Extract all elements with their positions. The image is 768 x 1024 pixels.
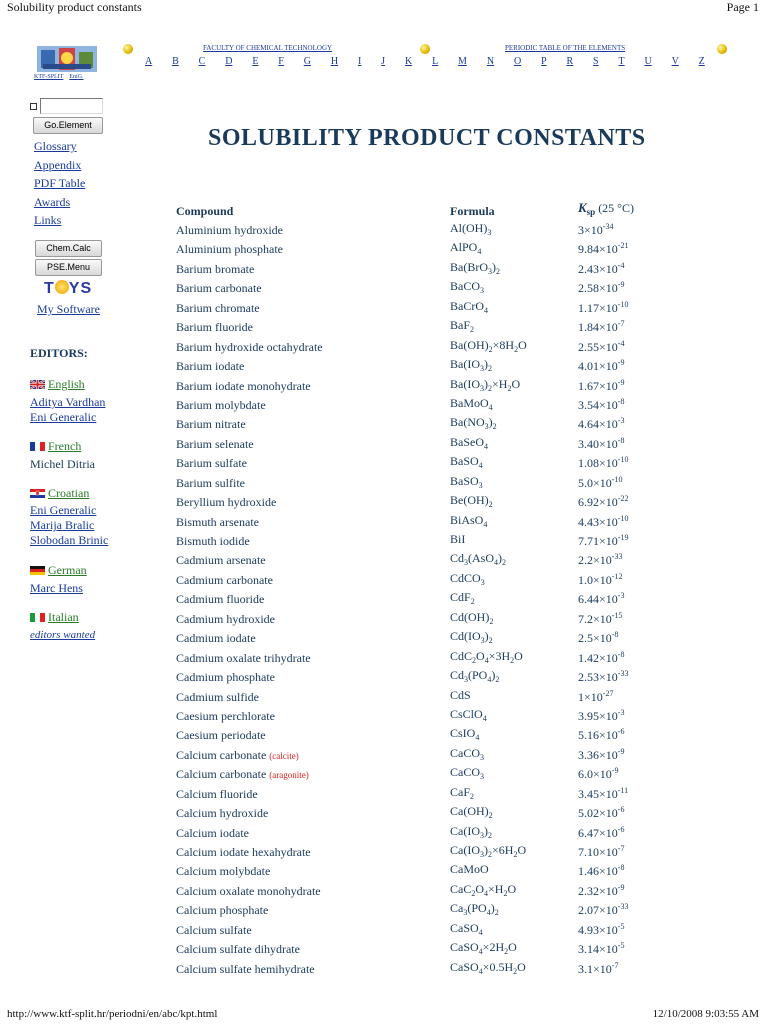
compound-name-text: Barium sulfate bbox=[176, 456, 247, 471]
editor-link[interactable]: Slobodan Brinic bbox=[30, 533, 109, 547]
table-row bbox=[0, 514, 768, 533]
ksp-header bbox=[578, 200, 634, 216]
compound-name-text: Cadmium phosphate bbox=[176, 670, 275, 685]
letter-link-s[interactable]: S bbox=[593, 56, 599, 67]
compound-name-text: Calcium hydroxide bbox=[176, 806, 269, 821]
compound-name-text: Calcium carbonate bbox=[176, 747, 267, 762]
ksp-value: $1.67\times 10^{-9}$ bbox=[578, 377, 625, 393]
compound-name-text: Bismuth iodide bbox=[176, 534, 250, 548]
ksp-value: $1.42\times 10^{-8}$ bbox=[578, 649, 625, 665]
compound-name bbox=[176, 242, 283, 257]
compound-header: Compound bbox=[176, 204, 234, 218]
compound-name bbox=[176, 320, 253, 335]
table-row bbox=[0, 902, 768, 921]
my-software-link[interactable]: My Software bbox=[37, 302, 100, 316]
bullet-icon bbox=[123, 44, 133, 54]
table-row bbox=[0, 941, 768, 960]
footer-url: http://www.ktf-split.hr/periodni/en/abc/kpt.html bbox=[7, 1008, 218, 1020]
ksp-value: $2.2\times 10^{-33}$ bbox=[578, 552, 623, 568]
chemical-formula: BaSeO$_4$ bbox=[450, 434, 488, 451]
compound-name bbox=[176, 417, 246, 432]
letter-link-z[interactable]: Z bbox=[698, 56, 705, 67]
ksp-value: $1.46\times 10^{-8}$ bbox=[578, 863, 625, 879]
chemical-formula: $Ba(OH)_2\times 8H_2O$ bbox=[450, 337, 527, 354]
ksp-subscript: sp bbox=[586, 207, 596, 217]
chemical-formula: $Ba(BrO_3)_2$ bbox=[450, 259, 500, 276]
table-row bbox=[0, 358, 768, 377]
table-row bbox=[0, 786, 768, 805]
letter-link-k[interactable]: K bbox=[404, 56, 413, 67]
ksp-value: $2.07\times 10^{-33}$ bbox=[578, 902, 629, 918]
letter-link-o[interactable]: O bbox=[513, 56, 522, 67]
page-number: Page 1 bbox=[726, 0, 759, 14]
chemical-formula: BaF$_2$ bbox=[450, 318, 475, 335]
table-row bbox=[0, 572, 768, 591]
compound-name-text: Cadmium oxalate trihydrate bbox=[176, 650, 311, 665]
compound-name bbox=[176, 806, 268, 821]
toys-logo-t: T bbox=[44, 280, 55, 297]
alphabet-index bbox=[145, 56, 705, 67]
compound-name-text: Cadmium fluoride bbox=[176, 592, 265, 607]
chemical-formula: $Ba(IO_3)_2$ bbox=[450, 357, 492, 374]
table-row bbox=[0, 591, 768, 610]
compound-name bbox=[176, 398, 266, 413]
sidebar-link-appendix[interactable]: Appendix bbox=[34, 157, 82, 172]
chemical-formula: $Ba(IO_3)_2\times H_2O$ bbox=[450, 376, 521, 393]
ksp-temperature: (25 °C) bbox=[595, 201, 634, 215]
compound-name-text: Aluminium phosphate bbox=[176, 242, 283, 257]
table-row bbox=[0, 708, 768, 727]
compound-name bbox=[176, 340, 323, 355]
mineral-note: (aragonite) bbox=[269, 770, 309, 781]
chemical-formula: CsIO$_4$ bbox=[450, 726, 480, 743]
table-row bbox=[0, 844, 768, 863]
letter-link-l[interactable]: L bbox=[432, 56, 439, 67]
document-title: Solubility product constants bbox=[7, 0, 142, 14]
table-row bbox=[0, 261, 768, 280]
chemical-formula: BiI bbox=[450, 532, 466, 546]
letter-link-d[interactable]: D bbox=[225, 56, 233, 67]
mineral-note: (calcite) bbox=[269, 750, 299, 761]
letter-link-i[interactable]: I bbox=[357, 56, 362, 67]
ksp-table bbox=[0, 222, 768, 980]
ksp-value: $4.64\times 10^{-3}$ bbox=[578, 416, 625, 432]
french-link[interactable]: French bbox=[48, 439, 82, 453]
ksp-value: $9.84\times 10^{-21}$ bbox=[578, 241, 629, 257]
chemical-formula: $Cd(OH)_2$ bbox=[450, 609, 494, 626]
ksp-value: $6.92\times 10^{-22}$ bbox=[578, 494, 629, 510]
compound-name-text: Cadmium carbonate bbox=[176, 572, 273, 587]
chemical-formula: CdF$_2$ bbox=[450, 590, 475, 607]
ksp-value: $1.84\times 10^{-7}$ bbox=[578, 319, 625, 335]
editor-name: Michel Ditria bbox=[30, 457, 95, 471]
bullet-icon bbox=[420, 44, 430, 54]
compound-name bbox=[176, 728, 266, 743]
compound-name bbox=[176, 631, 256, 646]
compound-name bbox=[176, 903, 268, 918]
sidebar-link-glossary[interactable]: Glossary bbox=[34, 139, 77, 153]
sidebar-link-awards[interactable]: Awards bbox=[34, 194, 71, 209]
ksp-value: $6.0\times 10^{-9}$ bbox=[578, 766, 619, 782]
compound-name bbox=[176, 864, 270, 879]
compound-name-text: Aluminium hydroxide bbox=[176, 223, 283, 237]
letter-link-p[interactable]: P bbox=[541, 56, 547, 67]
sidebar-link-pdf-table[interactable]: PDF Table bbox=[34, 176, 86, 190]
compound-name bbox=[176, 379, 311, 394]
compound-name bbox=[176, 787, 258, 802]
enig-link[interactable]: EniG. bbox=[69, 74, 84, 80]
table-row bbox=[0, 883, 768, 902]
chemical-formula: AlPO$_4$ bbox=[450, 240, 482, 257]
ksp-value: $2.58\times 10^{-9}$ bbox=[578, 280, 625, 296]
ksp-value: $7.10\times 10^{-7}$ bbox=[578, 844, 625, 859]
german-link[interactable]: German bbox=[48, 563, 87, 577]
compound-name-text: Calcium sulfate hemihydrate bbox=[176, 961, 315, 976]
chemical-formula: CdCO$_3$ bbox=[450, 570, 485, 587]
compound-name-text: Barium sulfite bbox=[176, 475, 245, 490]
chemical-formula: CaCO$_3$ bbox=[450, 745, 484, 762]
compound-name-text: Beryllium hydroxide bbox=[176, 495, 277, 510]
chemical-formula: $CaSO_4\times 2H_2O$ bbox=[450, 940, 517, 957]
ksp-value: $5.0\times 10^{-10}$ bbox=[578, 474, 623, 490]
ksp-value: $3.1\times 10^{-7}$ bbox=[578, 960, 619, 976]
letter-link-c[interactable]: C bbox=[198, 56, 206, 67]
toys-logo-ys: YS bbox=[68, 280, 93, 297]
compound-name-text: Calcium sulfate dihydrate bbox=[176, 942, 300, 957]
table-row bbox=[0, 650, 768, 669]
table-row bbox=[0, 241, 768, 260]
compound-name bbox=[176, 962, 315, 977]
compound-name bbox=[176, 476, 245, 491]
table-row bbox=[0, 222, 768, 241]
compound-name-text: Calcium molybdate bbox=[176, 864, 271, 879]
table-row bbox=[0, 766, 768, 785]
sidebar-link-links[interactable]: Links bbox=[34, 213, 62, 227]
compound-name bbox=[176, 495, 276, 510]
compound-name bbox=[176, 651, 311, 666]
chemical-formula: CdS bbox=[450, 687, 471, 702]
element-search bbox=[30, 98, 104, 114]
chemical-formula: $Al(OH)_3$ bbox=[450, 221, 492, 237]
ksp-value: $6.44\times 10^{-3}$ bbox=[578, 591, 625, 607]
compound-name-text: Caesium periodate bbox=[176, 728, 266, 743]
chemical-formula: BaMoO$_4$ bbox=[450, 395, 493, 412]
compound-name bbox=[176, 592, 264, 607]
letter-link-r[interactable]: R bbox=[566, 56, 574, 67]
editor-link[interactable]: Eni Generalic bbox=[30, 503, 97, 517]
chemical-formula: $Ca(IO_3)_2$ bbox=[450, 823, 492, 840]
ksp-value: $2.43\times 10^{-4}$ bbox=[578, 260, 625, 276]
ksp-value: $2.55\times 10^{-4}$ bbox=[578, 338, 625, 354]
ksp-value: $5.16\times 10^{-6}$ bbox=[578, 727, 625, 743]
chemical-formula: BaCrO$_4$ bbox=[450, 298, 488, 315]
chemical-formula: $CaC_2O_4\times H_2O$ bbox=[450, 881, 517, 898]
compound-name-text: Barium bromate bbox=[176, 261, 255, 276]
table-row bbox=[0, 922, 768, 941]
go-element-button[interactable]: Go.Element bbox=[33, 117, 103, 134]
table-row bbox=[0, 533, 768, 552]
logo-caption bbox=[34, 74, 90, 80]
table-row bbox=[0, 397, 768, 416]
ksp-value: $1.08\times 10^{-10}$ bbox=[578, 455, 629, 471]
chem-calc-button[interactable]: Chem.Calc bbox=[35, 240, 102, 257]
compound-name-text: Barium chromate bbox=[176, 300, 260, 315]
sidebar-links bbox=[34, 137, 85, 230]
table-row bbox=[0, 416, 768, 435]
table-row bbox=[0, 319, 768, 338]
compound-name bbox=[176, 884, 321, 899]
ksp-value: $3.40\times 10^{-8}$ bbox=[578, 435, 625, 451]
compound-name-text: Calcium sulfate bbox=[176, 922, 252, 937]
bullet-icon bbox=[717, 44, 727, 54]
compound-name-text: Barium iodate monohydrate bbox=[176, 378, 311, 393]
compound-name-text: Calcium iodate hexahydrate bbox=[176, 845, 311, 859]
chemical-formula: CaF$_2$ bbox=[450, 784, 475, 801]
pse-menu-button[interactable]: PSE.Menu bbox=[35, 259, 102, 276]
periodic-table-link[interactable]: PERIODIC TABLE OF THE ELEMENTS bbox=[505, 44, 626, 52]
table-row bbox=[0, 863, 768, 882]
chemical-formula: BaCO$_3$ bbox=[450, 279, 484, 296]
compound-name-text: Cadmium hydroxide bbox=[176, 611, 275, 626]
chemical-formula: $Ba(NO_3)_2$ bbox=[450, 415, 497, 432]
compound-name-text: Cadmium iodate bbox=[176, 631, 256, 646]
ksp-value: $5.02\times 10^{-6}$ bbox=[578, 805, 625, 821]
table-row bbox=[0, 475, 768, 494]
letter-link-t[interactable]: T bbox=[618, 56, 625, 67]
ksp-value: $2.53\times 10^{-33}$ bbox=[578, 669, 629, 685]
ksp-value: $6.47\times 10^{-6}$ bbox=[578, 824, 625, 840]
table-row bbox=[0, 378, 768, 397]
compound-name bbox=[176, 748, 299, 763]
letter-link-a[interactable]: A bbox=[145, 56, 153, 67]
compound-name-text: Barium selenate bbox=[176, 436, 254, 451]
compound-name-text: Barium molybdate bbox=[176, 397, 266, 412]
table-row bbox=[0, 961, 768, 980]
compound-name bbox=[176, 942, 300, 957]
compound-name bbox=[176, 612, 275, 627]
letter-link-b[interactable]: B bbox=[172, 56, 179, 67]
ksp-value: $1.0\times 10^{-12}$ bbox=[578, 571, 623, 587]
formula-header: Formula bbox=[450, 204, 495, 218]
page-title: SOLUBILITY PRODUCT CONSTANTS bbox=[208, 125, 646, 151]
chemical-formula: $Ca_3(PO_4)_2$ bbox=[450, 901, 499, 918]
ksp-value: $2.5\times 10^{-8}$ bbox=[578, 630, 619, 646]
faculty-link[interactable]: FACULTY OF CHEMICAL TECHNOLOGY bbox=[203, 44, 333, 52]
compound-name bbox=[176, 437, 254, 452]
table-row bbox=[0, 825, 768, 844]
chemical-formula: $CaSO_4\times 0.5H_2O$ bbox=[450, 959, 526, 976]
table-row bbox=[0, 611, 768, 630]
compound-name-text: Calcium fluoride bbox=[176, 786, 258, 801]
chemical-formula: $Cd(IO_3)_2$ bbox=[450, 629, 493, 646]
letter-link-e[interactable]: E bbox=[252, 56, 259, 67]
table-row bbox=[0, 300, 768, 319]
compound-name bbox=[176, 709, 275, 724]
compound-name bbox=[176, 553, 266, 568]
ksp-value: $7.71\times 10^{-19}$ bbox=[578, 533, 629, 548]
italian-link[interactable]: Italian bbox=[48, 610, 79, 624]
search-checkbox[interactable] bbox=[30, 103, 37, 110]
letter-link-m[interactable]: M bbox=[458, 56, 467, 67]
compound-name bbox=[176, 690, 259, 705]
compound-name bbox=[176, 262, 254, 277]
chemical-formula: BaSO$_3$ bbox=[450, 473, 483, 490]
ktf-split-link[interactable]: KTF-SPLIT bbox=[34, 74, 64, 80]
table-row bbox=[0, 339, 768, 358]
editor-link[interactable]: Marc Hens bbox=[30, 581, 83, 595]
compound-name-text: Barium carbonate bbox=[176, 281, 262, 296]
letter-link-v[interactable]: V bbox=[671, 56, 679, 67]
compound-name bbox=[176, 456, 247, 471]
editor-link[interactable]: Eni Generalic bbox=[30, 410, 97, 424]
chemical-formula: $Be(OH)_2$ bbox=[450, 493, 493, 510]
ksp-value: $3\times 10^{-34}$ bbox=[578, 222, 614, 237]
croatian-link[interactable]: Croatian bbox=[48, 486, 90, 500]
ksp-value: $3.54\times 10^{-8}$ bbox=[578, 396, 625, 412]
compound-name bbox=[176, 767, 309, 782]
compound-name-text: Barium hydroxide octahydrate bbox=[176, 339, 323, 354]
table-row bbox=[0, 455, 768, 474]
chemical-formula: $Ca(OH)_2$ bbox=[450, 804, 493, 821]
compound-name bbox=[176, 534, 250, 549]
compound-name-text: Barium nitrate bbox=[176, 417, 246, 432]
editors-heading: EDITORS: bbox=[30, 346, 88, 360]
compound-name bbox=[176, 301, 260, 316]
ksp-value: $2.32\times 10^{-9}$ bbox=[578, 882, 625, 898]
chemical-formula: CaMoO bbox=[450, 862, 489, 877]
table-row bbox=[0, 494, 768, 513]
ksp-symbol: K bbox=[578, 200, 587, 215]
editor-link[interactable]: Aditya Vardhan bbox=[30, 395, 106, 409]
compound-name-text: Calcium phosphate bbox=[176, 903, 269, 918]
ksp-value: $3.95\times 10^{-3}$ bbox=[578, 707, 625, 723]
ksp-value: $4.43\times 10^{-10}$ bbox=[578, 513, 629, 529]
editor-link[interactable]: Marija Bralic bbox=[30, 518, 95, 532]
english-link[interactable]: English bbox=[48, 377, 85, 391]
table-row bbox=[0, 552, 768, 571]
compound-name-text: Cadmium sulfide bbox=[176, 689, 259, 704]
chemical-formula: $CdC_2O_4\times 3H_2O$ bbox=[450, 648, 523, 665]
editors-wanted-link[interactable]: editors wanted bbox=[30, 629, 96, 641]
compound-name-text: Caesium perchlorate bbox=[176, 708, 275, 723]
table-row bbox=[0, 805, 768, 824]
chemical-formula: CsClO$_4$ bbox=[450, 706, 487, 723]
ksp-value: $3.14\times 10^{-5}$ bbox=[578, 941, 625, 957]
letter-link-h[interactable]: H bbox=[330, 56, 339, 67]
ksp-value: $4.01\times 10^{-9}$ bbox=[578, 358, 625, 374]
ksp-value: $4.93\times 10^{-5}$ bbox=[578, 921, 625, 937]
table-row bbox=[0, 630, 768, 649]
compound-name-text: Bismuth arsenate bbox=[176, 514, 259, 529]
compound-name bbox=[176, 359, 244, 374]
compound-name bbox=[176, 826, 249, 841]
chemical-formula: BiAsO$_4$ bbox=[450, 512, 488, 529]
chemical-formula: $Cd_3(AsO_4)_2$ bbox=[450, 551, 507, 568]
compound-name bbox=[176, 923, 252, 938]
compound-name bbox=[176, 515, 259, 530]
chemical-formula: BaSO$_4$ bbox=[450, 454, 483, 471]
table-row bbox=[0, 727, 768, 746]
compound-name-text: Barium iodate bbox=[176, 359, 245, 374]
compound-name bbox=[176, 573, 273, 588]
table-row bbox=[0, 747, 768, 766]
chemical-formula: $Ca(IO_3)_2\times 6H_2O$ bbox=[450, 843, 527, 859]
chemical-formula: CaSO$_4$ bbox=[450, 920, 483, 937]
compound-name-text: Calcium oxalate monohydrate bbox=[176, 883, 321, 898]
letter-link-f[interactable]: F bbox=[278, 56, 284, 67]
compound-name-text: Barium fluoride bbox=[176, 320, 253, 335]
ksp-value: $7.2\times 10^{-15}$ bbox=[578, 610, 623, 626]
compound-name-text: Calcium iodate bbox=[176, 825, 249, 840]
chemical-formula: $Cd_3(PO_4)_2$ bbox=[450, 668, 500, 685]
ksp-value: $3.36\times 10^{-9}$ bbox=[578, 746, 625, 762]
letter-link-u[interactable]: U bbox=[644, 56, 652, 67]
compound-name-text: Cadmium arsenate bbox=[176, 553, 266, 568]
compound-name bbox=[176, 670, 275, 685]
ksp-value: $1.17\times 10^{-10}$ bbox=[578, 299, 629, 315]
table-row bbox=[0, 280, 768, 299]
table-row bbox=[0, 689, 768, 708]
ksp-value: $1\times 10^{-27}$ bbox=[578, 688, 614, 704]
compound-name bbox=[176, 223, 283, 238]
table-row bbox=[0, 669, 768, 688]
compound-name bbox=[176, 281, 262, 296]
compound-name-text: Calcium carbonate bbox=[176, 767, 267, 782]
compound-name bbox=[176, 845, 311, 860]
letter-link-j[interactable]: J bbox=[381, 56, 386, 67]
letter-link-g[interactable]: G bbox=[303, 56, 311, 67]
ksp-value: $3.45\times 10^{-11}$ bbox=[578, 785, 629, 801]
table-row bbox=[0, 436, 768, 455]
letter-link-n[interactable]: N bbox=[486, 56, 495, 67]
chemical-formula: CaCO$_3$ bbox=[450, 765, 484, 782]
footer-datetime: 12/10/2008 9:03:55 AM bbox=[652, 1008, 759, 1020]
element-input[interactable] bbox=[40, 98, 103, 114]
